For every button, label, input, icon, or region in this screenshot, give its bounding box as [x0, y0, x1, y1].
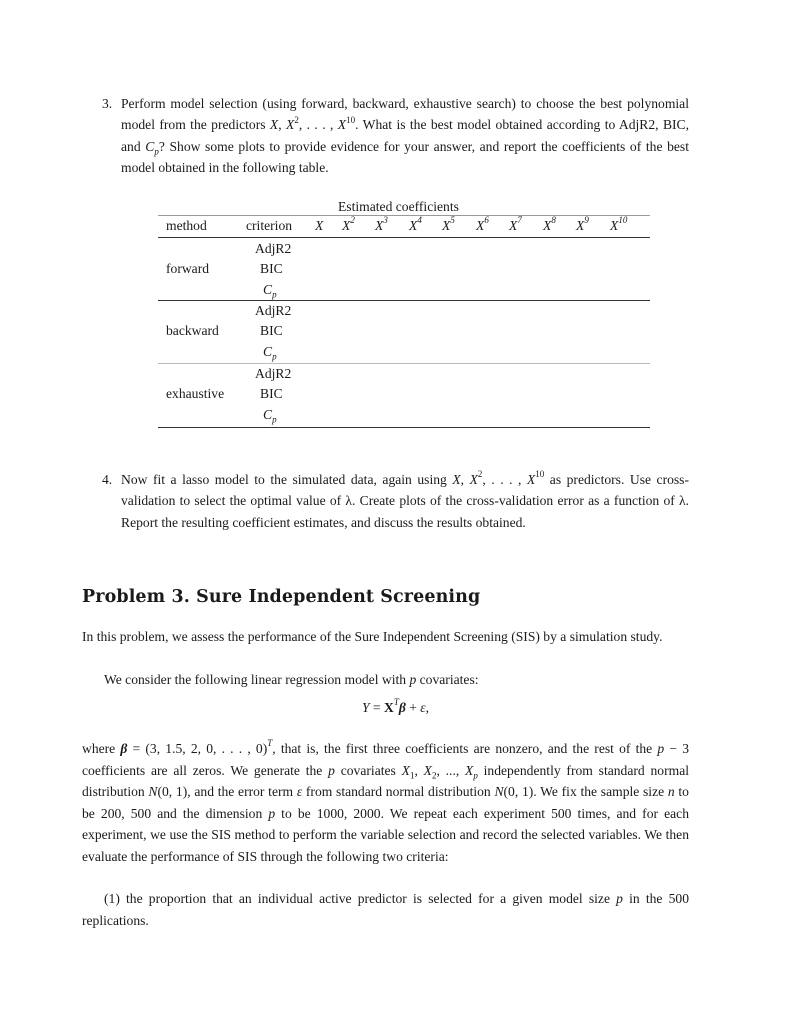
header-x7: $X^7$: [509, 215, 522, 233]
item-3-text: Perform model selection (using forward, backward, exhaustive search) to choose the best polynomial model from the predictors X, $X^2$, . . . , $X^{10}$. What is the best model obtained according to AdjR2, BIC, and $C_p$? Show some plots to provide evidence for your answer, and report the coefficients of the best model obtained in the following table.: [121, 96, 690, 175]
intro-paragraph: In this problem, we assess the performance of the Sure Independent Screening (SIS) by a simulation study.: [82, 629, 663, 644]
criterion-cell: $C_p$: [263, 407, 277, 425]
header-method: method: [166, 218, 207, 233]
header-x5: $X^5$: [442, 215, 455, 233]
criterion-cell: BIC: [260, 261, 283, 276]
header-x9: $X^9$: [576, 215, 589, 233]
header-x8: $X^8$: [543, 215, 556, 233]
criterion-cell: AdjR2: [255, 241, 292, 256]
description-paragraph: where β = (3, 1.5, 2, 0, . . . , 0)$^T$, that is, the first three coefficients are nonzero, and the rest of the p − 3 coefficients are all zeros. We generate the p covariates $X_1$, $X_2$, ..., $X_p$ independently from standard normal distribution N(0, 1), and the error term ε from standard normal distribution N(0, 1). We fix the sample size n to be 200, 500 and the dimension p to be 1000, 2000. We repeat each experiment 500 times, and for each experiment, we use the SIS method to perform the variable selection and record the selected variables. We then evaluate the performance of SIS through the following two criteria:: [82, 738, 690, 864]
table-rule-group: [158, 300, 650, 301]
criterion-cell: $C_p$: [263, 282, 277, 300]
item-number: 4.: [102, 472, 113, 487]
table-rule-top: [158, 215, 650, 216]
criterion-cell: $C_p$: [263, 344, 277, 362]
method-cell: exhaustive: [166, 386, 225, 401]
table-rule-header: [158, 237, 650, 238]
header-x6: $X^6$: [476, 215, 489, 233]
table-rule-bottom: [158, 427, 650, 428]
header-x4: $X^4$: [409, 215, 422, 233]
criterion-cell: BIC: [260, 323, 283, 338]
header-x2: $X^2$: [342, 215, 355, 233]
header-x1: X: [315, 218, 324, 233]
header-x10: $X^{10}$: [610, 215, 628, 233]
table-rule-group: [158, 363, 650, 364]
regression-equation: $Y = X^T\beta + \varepsilon$,: [361, 697, 430, 715]
question-item-3: [102, 93, 689, 178]
method-cell: backward: [166, 323, 219, 338]
criterion-cell: AdjR2: [255, 366, 292, 381]
method-cell: forward: [166, 261, 210, 276]
item-4-text: Now fit a lasso model to the simulated data, again using X, $X^2$, . . . , $X^{10}$ as predictors. Use cross-validation to select the optimal value of λ. Create plots of the cross-validation error as a function of λ. Report the resulting coefficient estimates, and discuss the results obtained.: [121, 469, 690, 530]
header-criterion: criterion: [246, 218, 293, 233]
criterion-cell: AdjR2: [255, 303, 292, 318]
table-group-header: Estimated coefficients: [338, 199, 459, 214]
model-intro-paragraph: We consider the following linear regression model with p covariates:: [104, 672, 479, 687]
item-number: 3.: [102, 96, 113, 111]
question-item-4: [102, 469, 689, 533]
header-x3: $X^3$: [375, 215, 388, 233]
section-heading: Problem 3. Sure Independent Screening: [82, 587, 481, 607]
criterion-1-paragraph: (1) the proportion that an individual active predictor is selected for a given model size p in the 500 replications.: [82, 891, 689, 928]
criterion-cell: BIC: [260, 386, 283, 401]
